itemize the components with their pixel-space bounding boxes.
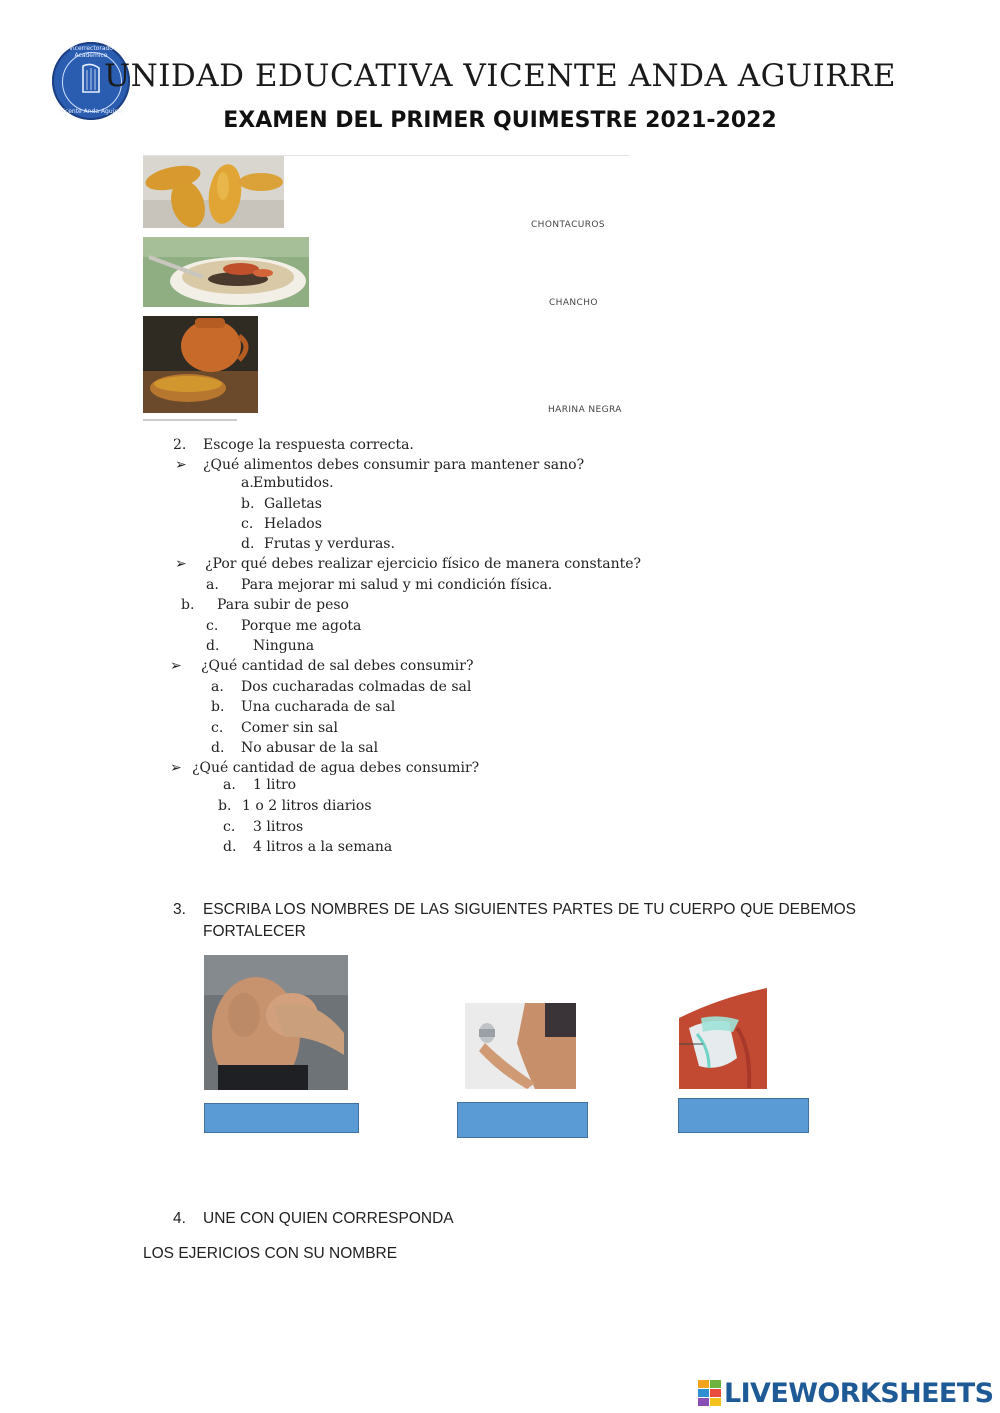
question-2-text: ¿Por qué debes realizar ejercicio físico de manera constante?: [205, 556, 642, 572]
question-3-option-d[interactable]: No abusar de la sal: [241, 740, 379, 756]
liveworksheets-logo-icon: [698, 1380, 722, 1406]
chancho-image: [143, 237, 309, 307]
logo-text-top: Vicerrectorado Académico: [69, 45, 113, 59]
arm-photo: [465, 1003, 576, 1089]
image-divider: [143, 419, 237, 421]
question-3-option-a-letter: a.: [211, 679, 224, 695]
food-label-chontacuros: CHONTACUROS: [531, 220, 605, 230]
question-4-option-c-letter: c.: [223, 819, 236, 835]
question-1-option-d-letter: d.: [241, 536, 255, 552]
question-3-option-d-letter: d.: [211, 740, 225, 756]
question-3-option-a[interactable]: Dos cucharadas colmadas de sal: [241, 679, 472, 695]
knee-photo: [204, 955, 348, 1090]
question-2-option-c-letter: c.: [206, 618, 219, 634]
question-2-option-a-letter: a.: [206, 577, 219, 593]
bullet-arrow-icon: ➢: [175, 457, 187, 473]
answer-box-2[interactable]: [457, 1102, 588, 1138]
school-name: UNIDAD EDUCATIVA VICENTE ANDA AGUIRRE: [103, 58, 897, 94]
question-4-option-a-letter: a.: [223, 777, 236, 793]
question-4-option-d-letter: d.: [223, 839, 237, 855]
question-2-option-a[interactable]: Para mejorar mi salud y mi condición física.: [241, 577, 553, 593]
question-4-option-c[interactable]: 3 litros: [253, 819, 304, 835]
bullet-arrow-icon: ➢: [170, 760, 182, 776]
chontacuros-image: [143, 156, 284, 228]
bullet-arrow-icon: ➢: [170, 658, 182, 674]
question-3-text: ¿Qué cantidad de sal debes consumir?: [201, 658, 474, 674]
section-4-title: UNE CON QUIEN CORRESPONDA: [203, 1210, 454, 1227]
question-1-option-b-letter: b.: [241, 496, 255, 512]
question-3-option-b[interactable]: Una cucharada de sal: [241, 699, 396, 715]
question-1-option-a-letter: a.: [241, 475, 254, 491]
section-4-number: 4.: [173, 1210, 186, 1227]
question-4-option-b-letter: b.: [218, 798, 232, 814]
exam-title: EXAMEN DEL PRIMER QUIMESTRE 2021-2022: [223, 108, 777, 133]
question-4-option-b[interactable]: 1 o 2 litros diarios: [242, 798, 372, 814]
section-2-number: 2.: [173, 437, 187, 453]
food-label-harina-negra: HARINA NEGRA: [548, 405, 622, 415]
section-3-instruction-line1: ESCRIBA LOS NOMBRES DE LAS SIGUIENTES PARTES DE TU CUERPO QUE DEBEMOS: [203, 901, 856, 918]
liveworksheets-text: LIVEWORKSHEETS: [724, 1378, 994, 1409]
answer-box-3[interactable]: [678, 1098, 809, 1133]
section-2-instruction: Escoge la respuesta correcta.: [203, 437, 414, 453]
question-1-option-a[interactable]: Embutidos.: [253, 475, 334, 491]
answer-box-1[interactable]: [204, 1103, 359, 1133]
logo-text-bottom: Vicente Anda Aguirre: [59, 108, 123, 115]
question-3-option-b-letter: b.: [211, 699, 225, 715]
question-1-option-c[interactable]: Helados: [264, 516, 322, 532]
shoulder-anatomy-image: [679, 988, 767, 1089]
question-2-option-b-letter: b.: [181, 597, 195, 613]
question-4-text: ¿Qué cantidad de agua debes consumir?: [192, 760, 480, 776]
question-1-option-d[interactable]: Frutas y verduras.: [264, 536, 395, 552]
question-2-option-d-letter: d.: [206, 638, 220, 654]
question-1-text: ¿Qué alimentos debes consumir para mantener sano?: [203, 457, 585, 473]
bullet-arrow-icon: ➢: [175, 556, 187, 572]
section-4-subtitle: LOS EJERICIOS CON SU NOMBRE: [143, 1245, 398, 1262]
section-3-number: 3.: [173, 901, 186, 918]
question-1-option-c-letter: c.: [241, 516, 254, 532]
question-2-option-b[interactable]: Para subir de peso: [217, 597, 349, 613]
question-4-option-d[interactable]: 4 litros a la semana: [253, 839, 393, 855]
question-1-option-b[interactable]: Galletas: [264, 496, 322, 512]
question-4-option-a[interactable]: 1 litro: [253, 777, 297, 793]
question-3-option-c[interactable]: Comer sin sal: [241, 720, 338, 736]
liveworksheets-watermark: [698, 1378, 994, 1408]
harina-negra-image: [143, 316, 258, 413]
question-2-option-c[interactable]: Porque me agota: [241, 618, 362, 634]
question-2-option-d[interactable]: Ninguna: [253, 638, 315, 654]
section-3-instruction-line2: FORTALECER: [203, 923, 306, 940]
question-3-option-c-letter: c.: [211, 720, 224, 736]
food-label-chancho: CHANCHO: [549, 298, 598, 308]
